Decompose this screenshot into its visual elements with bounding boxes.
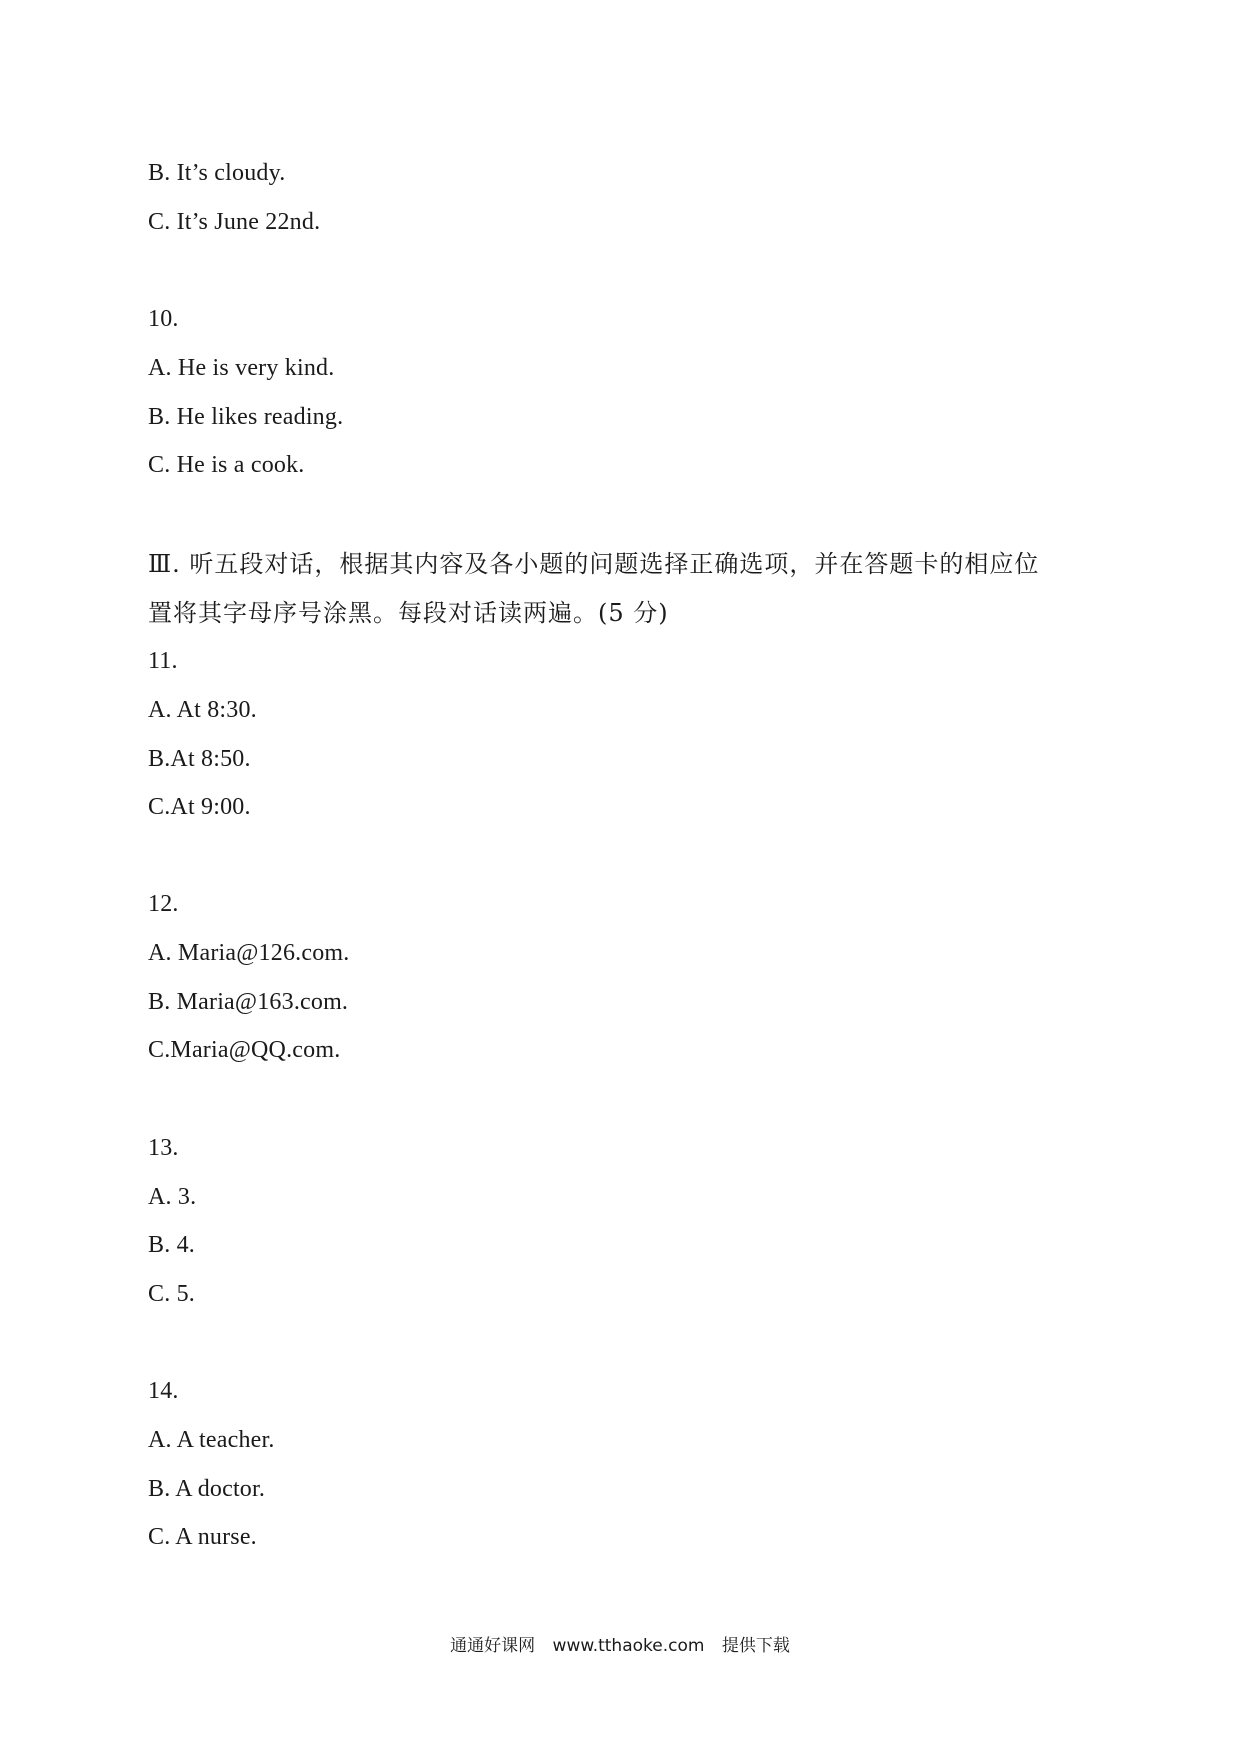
question-9-option-b: B. It’s cloudy. <box>148 160 286 186</box>
question-14-option-b: B. A doctor. <box>148 1476 266 1502</box>
question-13-option-c: C. 5. <box>148 1281 196 1307</box>
section-3-heading-line-2: 置将其字母序号涂黑。每段对话读两遍。(5 分) <box>148 599 669 627</box>
page-footer <box>0 1634 1240 1658</box>
question-12-option-a: A. Maria@126.com. <box>148 940 350 966</box>
footer-url[interactable]: www.tthaoke.com <box>552 1636 705 1656</box>
question-14-number: 14. <box>148 1378 179 1404</box>
question-11-option-c: C.At 9:00. <box>148 794 251 820</box>
question-10-number: 10. <box>148 306 179 332</box>
section-3-heading-line-1: Ⅲ. 听五段对话，根据其内容及各小题的问题选择正确选项，并在答题卡的相应位 <box>148 550 1040 578</box>
question-12-number: 12. <box>148 891 179 917</box>
question-12-option-b: B. Maria@163.com. <box>148 989 349 1015</box>
footer-site-name: 通通好课网 <box>450 1636 536 1656</box>
question-13-number: 13. <box>148 1135 179 1161</box>
question-11-option-b: B.At 8:50. <box>148 746 251 772</box>
question-14-option-c: C. A nurse. <box>148 1524 257 1550</box>
question-11-number: 11. <box>148 648 178 674</box>
question-13-option-b: B. 4. <box>148 1232 196 1258</box>
question-13-option-a: A. 3. <box>148 1184 197 1210</box>
question-10-option-b: B. He likes reading. <box>148 404 344 430</box>
question-10-option-a: A. He is very kind. <box>148 355 335 381</box>
section-3-heading <box>148 540 1108 638</box>
question-12-option-c: C.Maria@QQ.com. <box>148 1037 341 1063</box>
question-9-option-c: C. It’s June 22nd. <box>148 209 321 235</box>
question-11-option-a: A. At 8:30. <box>148 697 257 723</box>
question-10-option-c: C. He is a cook. <box>148 452 305 478</box>
footer-suffix: 提供下载 <box>721 1636 790 1656</box>
question-14-option-a: A. A teacher. <box>148 1427 275 1453</box>
